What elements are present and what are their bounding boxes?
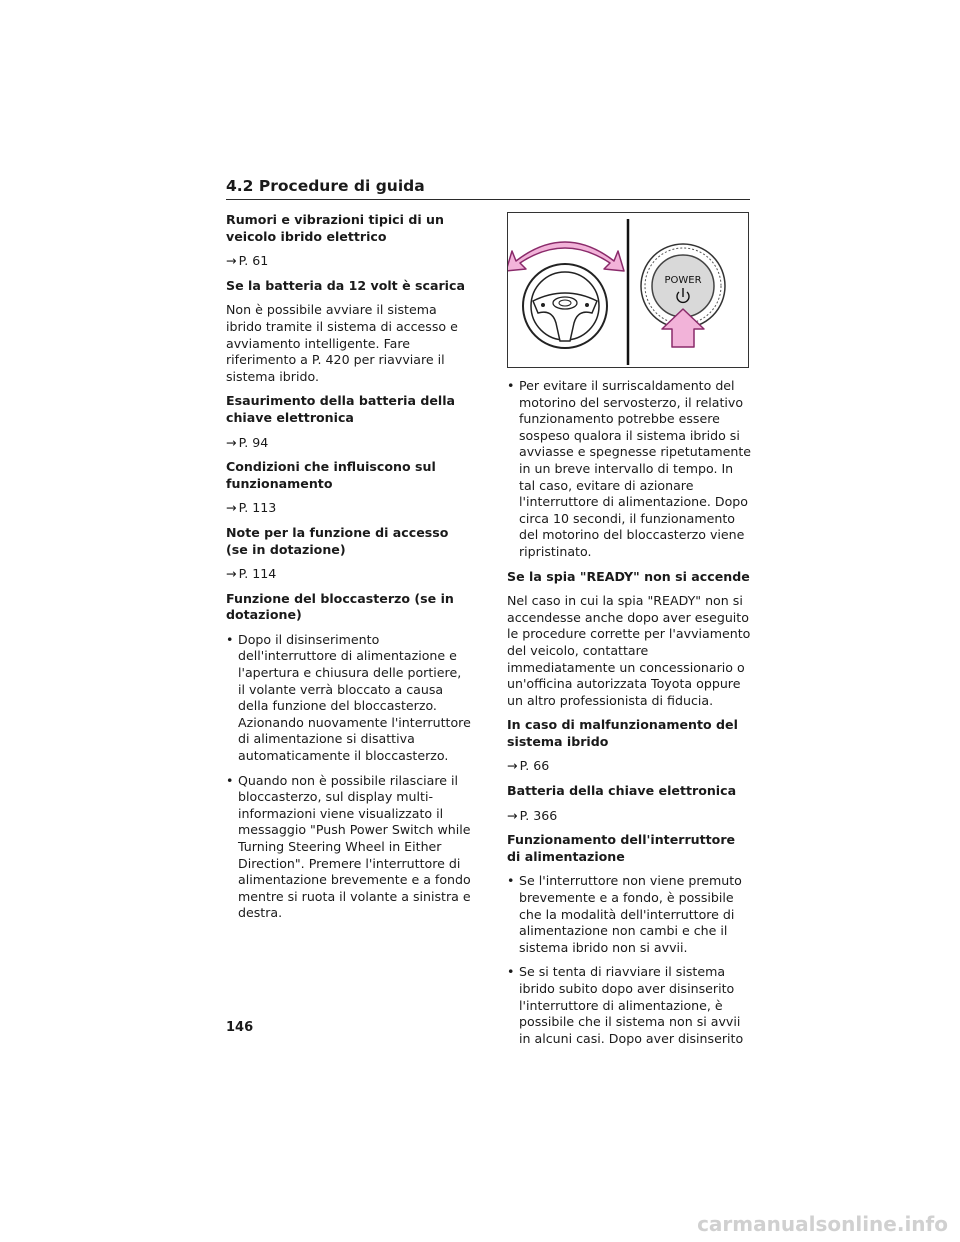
reference-text[interactable]: P. 114 [238,566,277,582]
arrow-right-icon: → [226,500,237,516]
arrow-right-icon: → [507,758,518,774]
steering-power-illustration [508,213,748,367]
section-heading: Condizioni che influiscono sul funzionamento [226,459,436,491]
bullet-item [507,378,752,561]
section-header [226,177,750,200]
page-reference[interactable] [226,253,471,270]
bullet-item [226,632,471,765]
reference-text[interactable]: P. 94 [238,434,269,450]
reference-text[interactable]: P. 366 [519,807,558,823]
page-reference[interactable] [226,435,471,452]
page-reference[interactable] [507,808,752,825]
left-column [226,212,471,930]
page-number: 146 [226,1020,254,1035]
section-heading: Note per la funzione di accesso (se in dotazione) [226,524,449,557]
bullet-text: Se l'interruttore non viene premuto brevemente e a fondo, è possibile che la modalità dell'interruttore di alimentazione non cambi e che il sistema ibrido non si avvii. [519,873,742,955]
section-heading: Rumori e vibrazioni tipici di un veicolo ibrido elettrico [226,212,444,244]
bullet-text: Per evitare il surriscaldamento del motorino del servosterzo, il relativo funzionamento potrebbe essere sospeso qualora il sistema ibrido si avviasse e spegnesse ripetutamente in un breve intervallo di tempo. In tal caso, evitare di azionare l'interruttore di alimentazione. Dopo circa 10 secondi, il funzionamento del motorino del bloccasterzo viene ripristinato. [519,378,752,559]
bullet-text: Dopo il disinserimento dell'interruttore di alimentazione e l'apertura e chiusura delle portiere, il volante verrà bloccato a causa della funzione del bloccasterzo. Azionando nuovamente l'interruttore di alimentazione si disattiva automaticamente il bloccasterzo. [238,631,471,764]
bullet-item [507,964,752,1047]
section-heading: Funzione del bloccasterzo (se in dotazione) [226,590,454,623]
reference-text[interactable]: P. 61 [238,253,269,269]
watermark: carmanualsonline.info [697,1212,948,1236]
arrow-right-icon: → [226,253,237,269]
page-reference[interactable] [507,758,752,775]
section-heading: In caso di malfunzionamento del sistema ibrido [507,717,738,749]
paragraph: Non è possibile avviare il sistema ibrido tramite il sistema di accesso e avviamento intelligente. Fare riferimento a P. 420 per riavviare il sistema ibrido. [226,302,458,384]
bullet-item [226,773,471,922]
page-reference[interactable] [226,566,471,583]
reference-text[interactable]: P. 66 [519,758,550,774]
power-label: POWER [664,275,702,286]
bullet-text: Quando non è possibile rilasciare il bloccasterzo, sul display multi-informazioni viene visualizzato il messaggio "Push Power Switch while Turning Steering Wheel in Either Direction". Premere l'interruttore di alimentazione brevemente e a fondo mentre si ruota il volante a sinistra e destra. [238,772,471,921]
paragraph: Nel caso in cui la spia "READY" non si accendesse anche dopo aver eseguito le procedure corrette per l'avviamento del veicolo, contattare immediatamente un concessionario o un'officina autorizzata Toyota oppure un altro professionista di fiducia. [507,593,751,708]
section-title: 4.2 Procedure di guida [226,177,425,195]
arrow-right-icon: → [226,434,237,450]
bullet-dot-icon: • [507,964,515,980]
figure-steering-power [507,212,749,368]
arrow-right-icon: → [507,807,518,823]
reference-text[interactable]: P. 113 [238,500,277,516]
bullet-dot-icon: • [507,873,515,889]
right-column [507,378,752,1055]
bullet-text: Se si tenta di riavviare il sistema ibrido subito dopo aver disinserito l'interruttore di alimentazione, è possibile che il sistema non si avvii in alcuni casi. Dopo aver disinserito [519,964,744,1046]
section-heading: Esaurimento della batteria della chiave elettronica [226,393,456,425]
steering-wheel-icon [523,264,607,348]
section-heading: Se la batteria da 12 volt è scarica [226,277,465,293]
bullet-item [507,873,752,956]
arrow-right-icon: → [226,566,237,582]
section-heading: Funzionamento dell'interruttore di alimentazione [507,832,736,864]
bullet-dot-icon: • [226,631,234,647]
section-heading: Batteria della chiave elettronica [507,783,737,799]
page-reference[interactable] [226,500,471,517]
bullet-dot-icon: • [507,378,515,393]
bullet-dot-icon: • [226,772,234,788]
section-heading: Se la spia "READY" non si accende [507,568,750,584]
